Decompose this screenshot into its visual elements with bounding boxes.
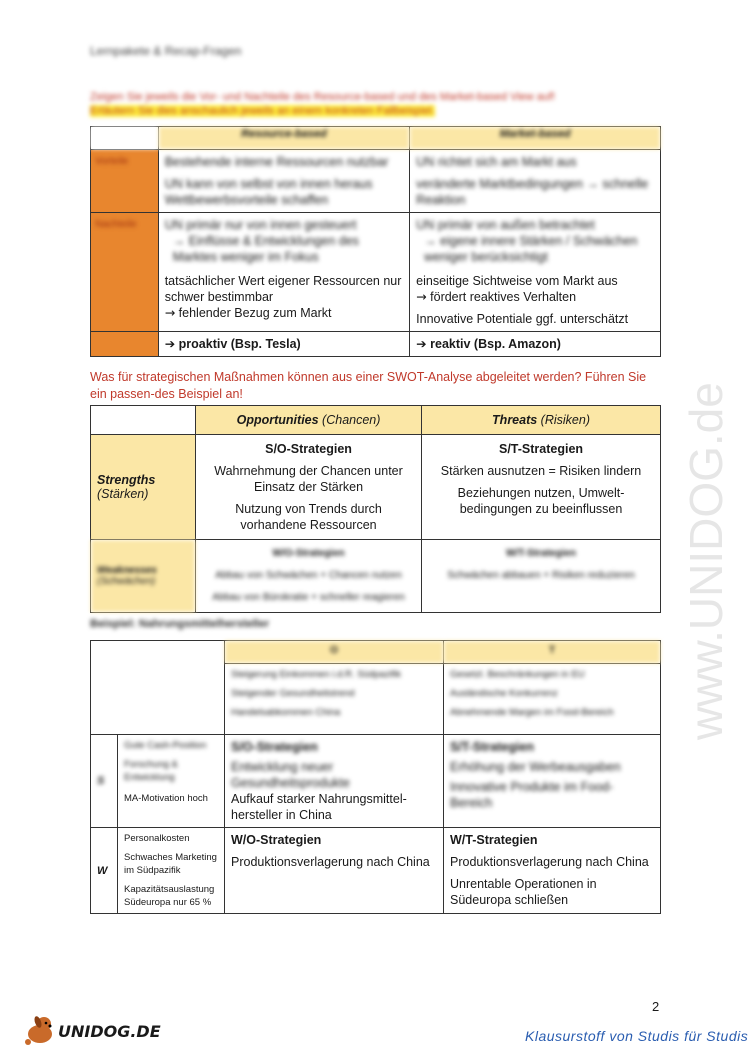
nachteile-rb: UN primär nur von innen gesteuert → Einflüsse & Entwicklungen des Marktes weniger im Fokus tatsächlicher Wert eigener Ressourcen nur schwer bestimmbar → fehlender Bezug zum Markt [158,213,409,332]
example-rb: ➔ proaktiv (Bsp. Tesla) [158,332,409,357]
logo-text: UNIDOG.DE [58,1022,161,1041]
example-so: S/O-Strategien Entwicklung neuer Gesundheitsprodukte Aufkauf starker Nahrungsmittel-hersteller in China [225,735,444,828]
example-weaknesses: Personalkosten Schwaches Marketing im Südpazifik Kapazitätsauslastung Südeuropa nur 65 % [118,828,225,914]
arrow-icon: ➔ [416,336,427,351]
wo-strategies: W/O-Strategien Abbau von Schwächen + Chancen nutzen Abbau von Bürokratie + schneller reagieren [196,540,422,613]
svg-text:www.UNIDOG.de: www.UNIDOG.de [680,382,732,740]
threats-header: Threats (Risiken) [422,406,661,435]
question-2: Was für strategischen Maßnahmen können aus einer SWOT-Analyse abgeleitet werden? Führen Sie ein passen-des Beispiel an! [90,370,647,401]
example-s-label: S [91,735,118,828]
corner-cell [91,127,159,150]
page-number: 2 [652,999,660,1014]
question-1-line-2: Erläutern Sie dies anschaulich jeweils an einem konkreten Fallbeispiel. [90,105,435,117]
arrow-icon: → [164,305,176,320]
arrow-icon: ➔ [164,336,176,351]
col-resource-based: Resource-based [158,127,409,150]
row-nachteile: Nachteile [91,213,159,332]
row-example-side [91,332,159,357]
nachteile-mb: UN primär von außen betrachtet → eigene innere Stärken / Schwächen weniger berücksichtigt einseitige Sichtweise vom Markt aus → fördert reaktives Verhalten Innovative Potentiale ggf. unterschätzt [410,213,661,332]
question-1-line-1: Zeigen Sie jeweils die Vor- und Nachteile des Resource-based und des Market-based View auf! [90,91,556,103]
question-1 [90,90,650,118]
opportunities-header: Opportunities (Chancen) [196,406,422,435]
so-strategies: S/O-Strategien Wahrnehmung der Chancen unter Einsatz der Stärken Nutzung von Trends durch vorhandene Ressourcen [196,435,422,540]
col-market-based: Market-based [410,127,661,150]
example-strengths: Gute Cash-Position Forschung & Entwicklung MA-Motivation hoch [118,735,225,828]
example-st: S/T-Strategien Erhöhung der Werbeausgaben Innovative Produkte im Food-Bereich [444,735,661,828]
example-swot-table [90,640,661,914]
footer-slogan: Klausurstoff von Studis für Studis [525,1028,749,1044]
swot-corner [91,406,196,435]
watermark [660,240,750,760]
vorteile-mb: UN richtet sich am Markt aus veränderte Marktbedingungen → schnelle Reaktion [410,150,661,213]
example-opportunities: Steigerung Einkommen i.d.R. Südpazifik Steigender Gesundheitstrend Handelsabkommen China [225,664,444,735]
wt-strategies: W/T-Strategien Schwächen abbauen + Risiken reduzieren [422,540,661,613]
example-o-header: O [225,641,444,664]
st-strategies: S/T-Strategien Stärken ausnutzen = Risiken lindern Beziehungen nutzen, Umwelt-bedingungen zu beeinflussen [422,435,661,540]
strengths-header: Strengths (Stärken) [91,435,196,540]
example-title: Beispiel: Nahrungsmittelhersteller [90,618,270,630]
example-corner [91,641,225,735]
example-t-header: T [444,641,661,664]
swot-table [90,405,661,613]
example-wo: W/O-Strategien Produktionsverlagerung nach China [225,828,444,914]
example-threats: Gesetzl. Beschränkungen in EU Ausländische Konkurrenz Abnehmende Margen im Food-Bereich [444,664,661,735]
rbv-mbv-table [90,126,661,357]
vorteile-rb: Bestehende interne Ressourcen nutzbar UN kann von selbst von innen heraus Wettbewerbsvorteile schaffen [158,150,409,213]
example-wt: W/T-Strategien Produktionsverlagerung nach China Unrentable Operationen in Südeuropa schließen [444,828,661,914]
page-header: Lernpakete & Recap-Fragen [90,44,242,58]
weaknesses-header: Weaknesses (Schwächen) [91,540,196,613]
row-vorteile: Vorteile [91,150,159,213]
example-mb: ➔ reaktiv (Bsp. Amazon) [410,332,661,357]
arrow-icon: → [416,289,427,304]
example-w-label: W [91,828,118,914]
